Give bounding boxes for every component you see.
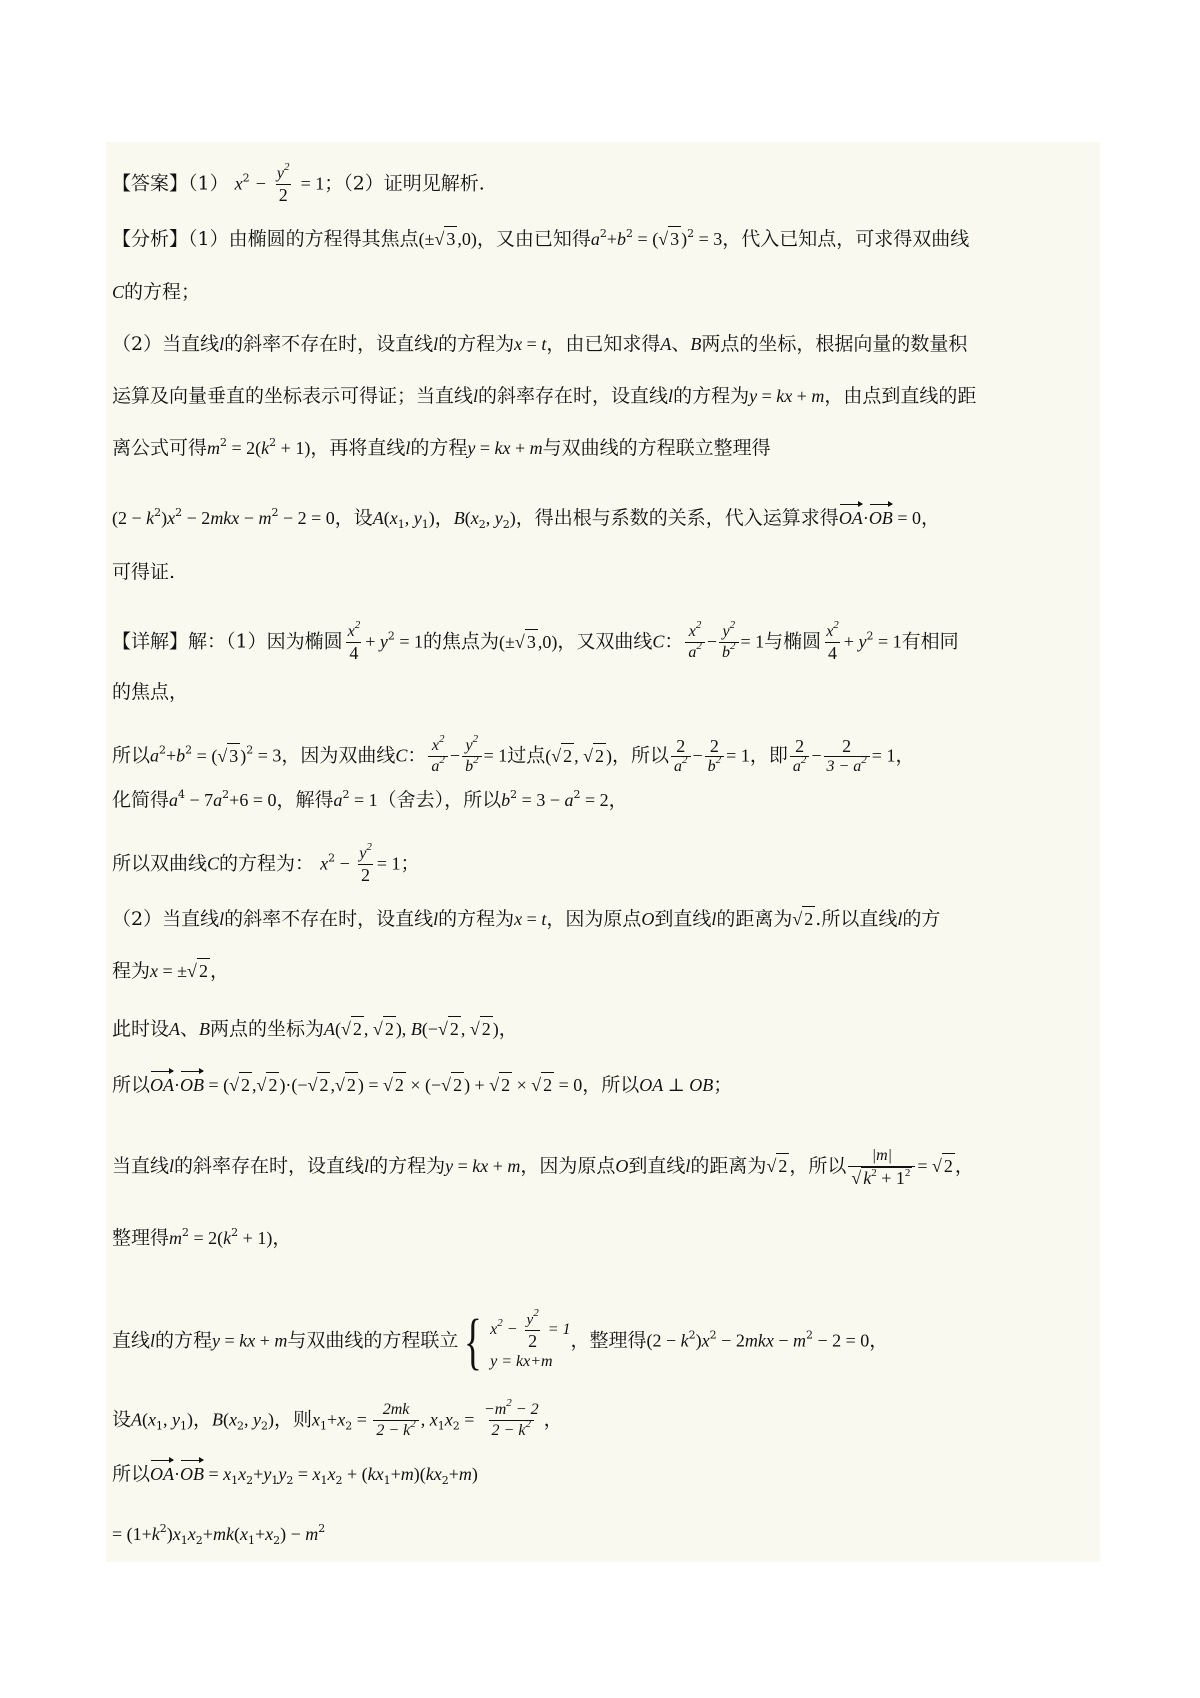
analysis-line-2: C的方程；	[112, 281, 201, 303]
answer-tag: 【答案】	[112, 172, 189, 195]
detail-line-7: 程为x = ±√ 2 ，	[112, 960, 229, 982]
detail-line-12: 直线l的方程y = kx + m与双曲线的方程联立 { $x^2$ − $\frac{y^2}{2}$ = 1 y = kx+m ，整理得$(2 - k^2)x^2 - 2mkx - m^2 - 2 = 0$，	[112, 1307, 889, 1376]
analysis-line-7: 可得证.	[112, 561, 176, 583]
analysis-tag: 【分析】	[112, 228, 189, 250]
detail-line-4: 化简得$a^4 - 7a^2+6 = 0$，解得$a^2 = 1$（舍去），所以$b^2 = 3 - a^2 = 2$，	[112, 788, 628, 811]
detail-line-1: 【详解】解：（1）因为椭圆 $\frac{x^2}{4}$ + $y^2 = 1$的焦点为(±√ 3 ,0)，又双曲线C： $\frac{x^2}{a^2}$ − $\frac{y^2}{b^2}$ = 1与椭圆 $\frac{x^2}{4}$ + $y^2 = 1$有相同	[112, 619, 959, 663]
detail-line-3: 所以$a^2+b^2$ = (√ 3 )$^2$ = 3，因为双曲线C： $\frac{x^2}{a^2}$ − $\frac{y^2}{b^2}$ = 1过点(√ 2 , √ 2 )，所以 $\frac{2}{a^2}$ − $\frac{2}{b^2}$ = 1，即 $\frac{2}{a^2}$ − $\frac{2}{3 - a^2}$ = 1，	[112, 733, 915, 775]
analysis-line-4: 运算及向量垂直的坐标表示可得证；当直线l的斜率存在时，设直线l的方程为y = kx + m，由点到直线的距	[112, 385, 977, 407]
detail-line-11: 整理得$m^2 = 2(k^2 + 1)$，	[112, 1226, 292, 1249]
analysis-line-1: 【分析】（1）由椭圆的方程得其焦点(±√ 3 ,0)，又由已知得$a^2+b^2$ = (√ 3 )$^2$ = 3，代入已知点，可求得双曲线	[112, 227, 970, 250]
detail-line-6: （2）当直线l的斜率不存在时，设直线l的方程为x = t，因为原点O到直线l的距离为√ 2 .所以直线l的方	[112, 908, 941, 930]
detail-line-10: 当直线l的斜率存在时，设直线l的方程为y = kx + m，因为原点O到直线l的距离为√ 2 ，所以 $\frac{|m|}{√ k^2 + 1^2}$ = √ 2 ，	[112, 1147, 974, 1188]
analysis-line-6: $(2 - k^2)x^2 - 2mkx - m^2 - 2 = 0$，设$A(x_1$, $y_1$)，$B(x_2$, $y_2$)，得出根与系数的关系，代入运算求得OA·OB = 0，	[112, 506, 940, 531]
analysis-line-3: （2）当直线l的斜率不存在时，设直线l的方程为x = t，由已知求得A、B两点的坐标，根据向量的数量积	[112, 333, 968, 355]
detail-tag: 【详解】	[112, 630, 189, 653]
answer-line: 【答案】（1） $x^2$ − $\frac{y^2}{2}$ = 1；（2）证明见解析.	[112, 161, 485, 205]
detail-line-9: 所以OA·OB = (√ 2 ,√ 2 )·(−√ 2 ,√ 2 ) = √ 2 × (−√ 2 ) + √ 2 × √ 2 = 0，所以OA ⊥ OB；	[112, 1074, 733, 1096]
detail-line-2: 的焦点，	[112, 681, 189, 703]
detail-line-8: 此时设A、B两点的坐标为A(√ 2 , √ 2 ), B(−√ 2 , √ 2 )，	[112, 1018, 518, 1040]
analysis-line-5: 离公式可得$m^2 = 2(k^2 + 1)$，再将直线l的方程y = kx + m与双曲线的方程联立整理得	[112, 436, 771, 459]
detail-line-13: 设$A(x_1$, $y_1$)，$B(x_2$, $y_2$)，则$x_1+x_2$ = $\frac{2mk}{2 - k^2}$ , $x_1x_2$ = $\frac{-m^2 - 2}{2 - k^2}$ ，	[112, 1397, 563, 1439]
detail-line-5: 所以双曲线C的方程为： $x^2$ − $\frac{y^2}{2}$ = 1；	[112, 841, 420, 885]
detail-line-15: = $(1+k^2)x_1x_2+mk(x_1+x_2) - m^2$	[112, 1522, 326, 1547]
detail-line-14: 所以$OA\cdot OB = x_1x_2+y_1y_2 = x_1x_2 + (kx_1+m)(kx_2+m)$	[112, 1463, 478, 1487]
